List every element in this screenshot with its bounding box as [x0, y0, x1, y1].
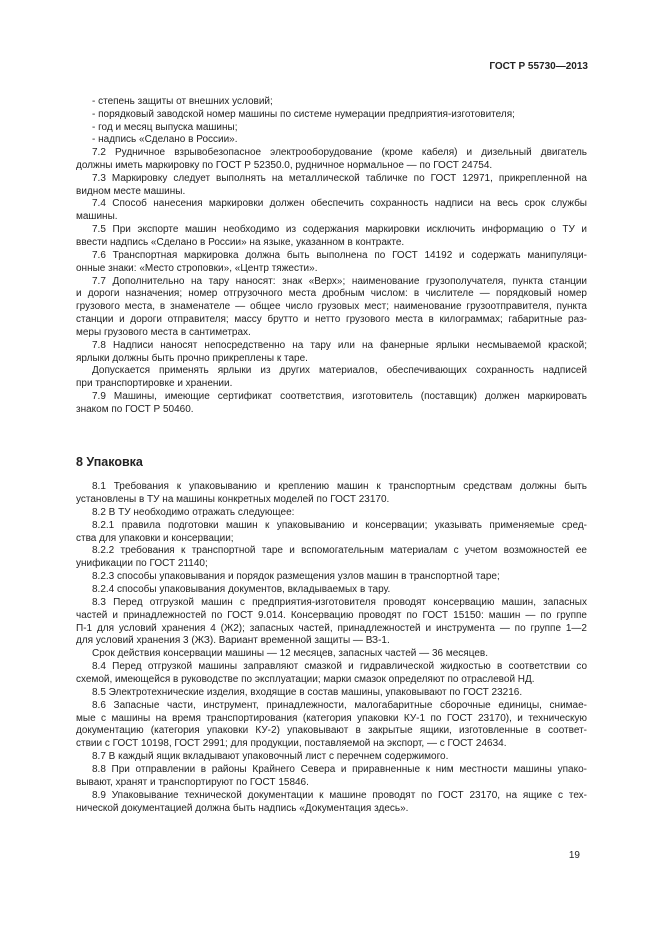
text-line: ярлыки должны быть прочно прикреплены к таре. [76, 353, 308, 364]
text-line: 7.2 Рудничное взрывобезопасное электрооборудование (кроме кабеля) и дизельный двигатель [92, 147, 587, 158]
text-line: Допускается применять ярлыки из других материалов, обеспечивающих сохранность надписей [92, 365, 587, 376]
text-line: 8.6 Запасные части, инструмент, принадлежности, малогабаритные сборочные единицы, снимае- [92, 700, 587, 711]
text-line: ствии с ГОСТ 10198, ГОСТ 2991; для продукции, поставляемой на экспорт, — с ГОСТ 24634. [76, 738, 507, 749]
text-line: грузового места, в знаменателе — общее число грузовых мест; наименование грузоотправителя, пункта [76, 301, 587, 312]
text-line: меры грузового места в сантиметрах. [76, 327, 251, 338]
text-line: мые с машины на время транспортирования (категория упаковки КУ-1 по ГОСТ 23170), и техническую [76, 713, 587, 724]
text-line: П-1 для условий хранения 4 (Ж2); запасных частей, принадлежностей и инструмента — по группе 1—2 [76, 623, 587, 634]
text-line: 8.2.1 правила подготовки машин к упаковыванию и консервации; указывать применяемые сред- [92, 520, 587, 531]
text-line: установлены в ТУ на машины конкретных моделей по ГОСТ 23170. [76, 494, 390, 505]
text-line: ства для упаковки и консервации; [76, 533, 234, 544]
text-line: частей и принадлежностей по ГОСТ 9.014. Консервацию проводят по ГОСТ 15150: машин — по группе [76, 610, 587, 621]
text-line: для условий хранения 3 (ЖЗ). Вариант временной защиты — ВЗ-1. [76, 635, 390, 646]
text-line: схемой, имеющейся в руководстве по эксплуатации; марки смазок определяют по отраслевой НД. [76, 674, 535, 685]
text-line: машины. [76, 211, 118, 222]
text-line: должны иметь маркировку по ГОСТ Р 52350.0, рудничное нормальное — по ГОСТ 24754. [76, 160, 493, 171]
text-line: 8.2.2 требования к транспортной таре и вспомогательным материалам с учетом возможностей ее [92, 545, 587, 556]
text-line: 8.3 Перед отгрузкой машин с предприятия-изготовителя проводят консервацию машин, запасных [92, 597, 587, 608]
text-line: 8.5 Электротехнические изделия, входящие в состав машины, упаковывают по ГОСТ 23216. [92, 687, 523, 698]
text-line: 7.9 Машины, имеющие сертификат соответствия, изготовитель (поставщик) должен маркировать [92, 391, 587, 402]
text-line: ввести надпись «Сделано в России» на языке, указанном в контракте. [76, 237, 405, 248]
text-line: 8.1 Требования к упаковыванию и креплению машин к транспортным средствам должны быть [92, 481, 587, 492]
text-line: - год и месяц выпуска машины; [92, 122, 238, 133]
text-line: онные знаки: «Место строповки», «Центр тяжести». [76, 263, 318, 274]
text-line: 7.5 При экспорте машин необходимо из содержания маркировки исключить информацию о ТУ и [92, 224, 587, 235]
text-line: 7.7 Дополнительно на тару наносят: знак «Верх»; наименование грузополучателя, пункта станции [92, 276, 587, 287]
text-line: 8.8 При отправлении в районы Крайнего Севера и приравненные к ним местности машины упако- [92, 764, 587, 775]
text-line: документацию (категория упаковки КУ-2) упаковывают в закрытые ящики, изготовленные в соответ- [76, 725, 587, 736]
text-line: 8.2.3 способы упаковывания и порядок размещения узлов машин в транспортной таре; [92, 571, 500, 582]
text-line: и дороги назначения; номер отгрузочного места дробным числом: в числителе — порядковый номер [76, 288, 587, 299]
text-line: при транспортировке и хранении. [76, 378, 233, 389]
text-line: 8.9 Упаковывание технической документации к машине проводят по ГОСТ 23170, на ящике с тех- [92, 790, 587, 801]
text-line: 7.6 Транспортная маркировка должна быть выполнена по ГОСТ 14192 и содержать манипуляци- [92, 250, 587, 261]
text-line: 8.7 В каждый ящик вкладывают упаковочный лист с перечнем содержимого. [92, 751, 449, 762]
page-number: 19 [568, 850, 580, 861]
text-line: знаком по ГОСТ Р 50460. [76, 404, 194, 415]
text-line: унификации по ГОСТ 21140; [76, 558, 208, 569]
document-code: ГОСТ Р 55730—2013 [489, 61, 588, 72]
text-line: - порядковый заводской номер машины по системе нумерации предприятия-изготовителя; [92, 109, 515, 120]
text-line: 8.2 В ТУ необходимо отражать следующее: [92, 507, 295, 518]
text-line: - степень защиты от внешних условий; [92, 96, 273, 107]
section-heading: 8 Упаковка [76, 455, 143, 469]
text-line: нической документацией должна быть надпись «Документация здесь». [76, 803, 409, 814]
text-line: Срок действия консервации машины — 12 месяцев, запасных частей — 36 месяцев. [92, 648, 488, 659]
text-line: 7.4 Способ нанесения маркировки должен обеспечить сохранность надписи на весь срок службы [92, 198, 587, 209]
text-line: 8.2.4 способы упаковывания документов, вкладываемых в тару. [92, 584, 391, 595]
text-line: вывают, хранят и транспортируют по ГОСТ 15846. [76, 777, 309, 788]
text-line: 7.8 Надписи наносят непосредственно на тару или на фанерные ярлыки несмываемой краской; [92, 340, 587, 351]
text-line: видном месте машины. [76, 186, 186, 197]
text-line: 8.4 Перед отгрузкой машины заправляют смазкой и гидравлической жидкостью в соответствии со [92, 661, 587, 672]
text-line: станции и дороги отправителя; массу брутто и нетто грузового места в килограммах; габаритные раз- [76, 314, 587, 325]
text-line: 7.3 Маркировку следует выполнять на металлической табличке по ГОСТ 12971, прикрепленной на [92, 173, 587, 184]
text-line: - надпись «Сделано в России». [92, 134, 238, 145]
